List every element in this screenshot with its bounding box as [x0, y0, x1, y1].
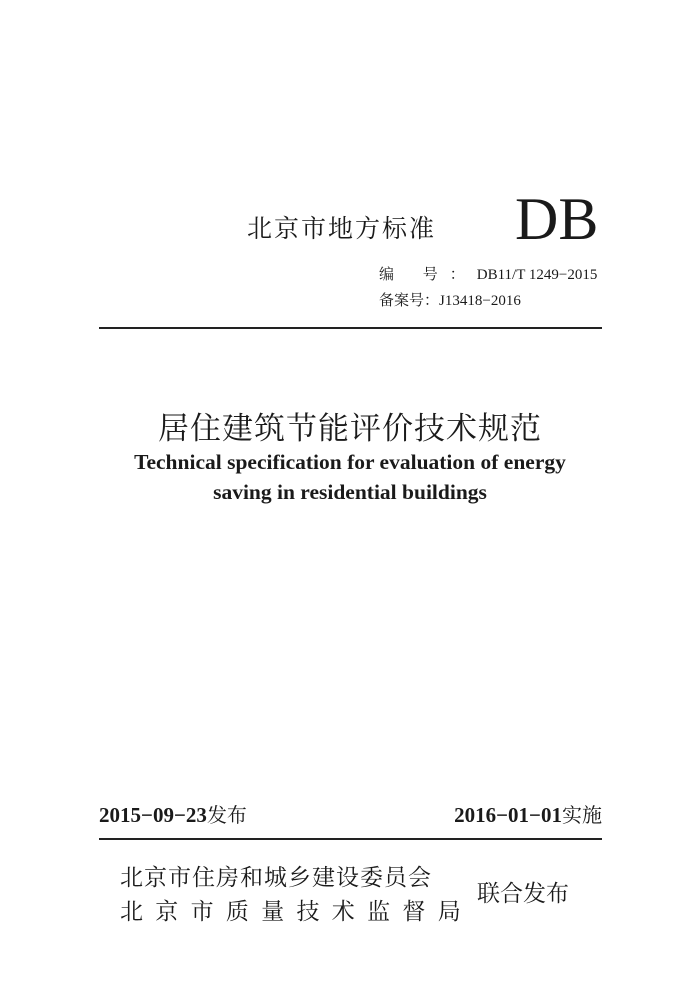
record-number-label: 备案号：	[379, 291, 440, 309]
standard-number	[379, 263, 597, 284]
implement-date	[454, 799, 602, 828]
publish-date-value: 2015−09−23	[99, 803, 207, 827]
implement-date-label: 实施	[562, 803, 602, 827]
joint-issue-label: 联合发布	[477, 881, 569, 907]
issuer-housing-commission: 北京市住房和城乡建设委员会	[120, 865, 432, 891]
title-english-line-2: saving in residential buildings	[213, 480, 487, 504]
bottom-divider	[99, 838, 602, 840]
record-number-value: J13418−2016	[439, 293, 521, 309]
publish-date-label: 发布	[206, 803, 247, 827]
title-english-line-1: Technical specification for evaluation of energy	[134, 450, 566, 474]
db-mark: DB	[515, 186, 599, 252]
title-chinese: 居住建筑节能评价技术规范	[158, 411, 542, 447]
standard-number-value: DB11/T 1249−2015	[476, 267, 598, 283]
standard-type: 北京市地方标准	[247, 214, 437, 243]
record-number	[379, 289, 521, 310]
issuer-quality-bureau: 北京市质量技术监督局	[120, 899, 473, 925]
top-divider	[99, 327, 602, 329]
standard-number-label: 编 号：	[379, 265, 477, 283]
publish-date	[99, 799, 247, 828]
implement-date-value: 2016−01−01	[454, 803, 562, 827]
title-english	[0, 447, 700, 507]
